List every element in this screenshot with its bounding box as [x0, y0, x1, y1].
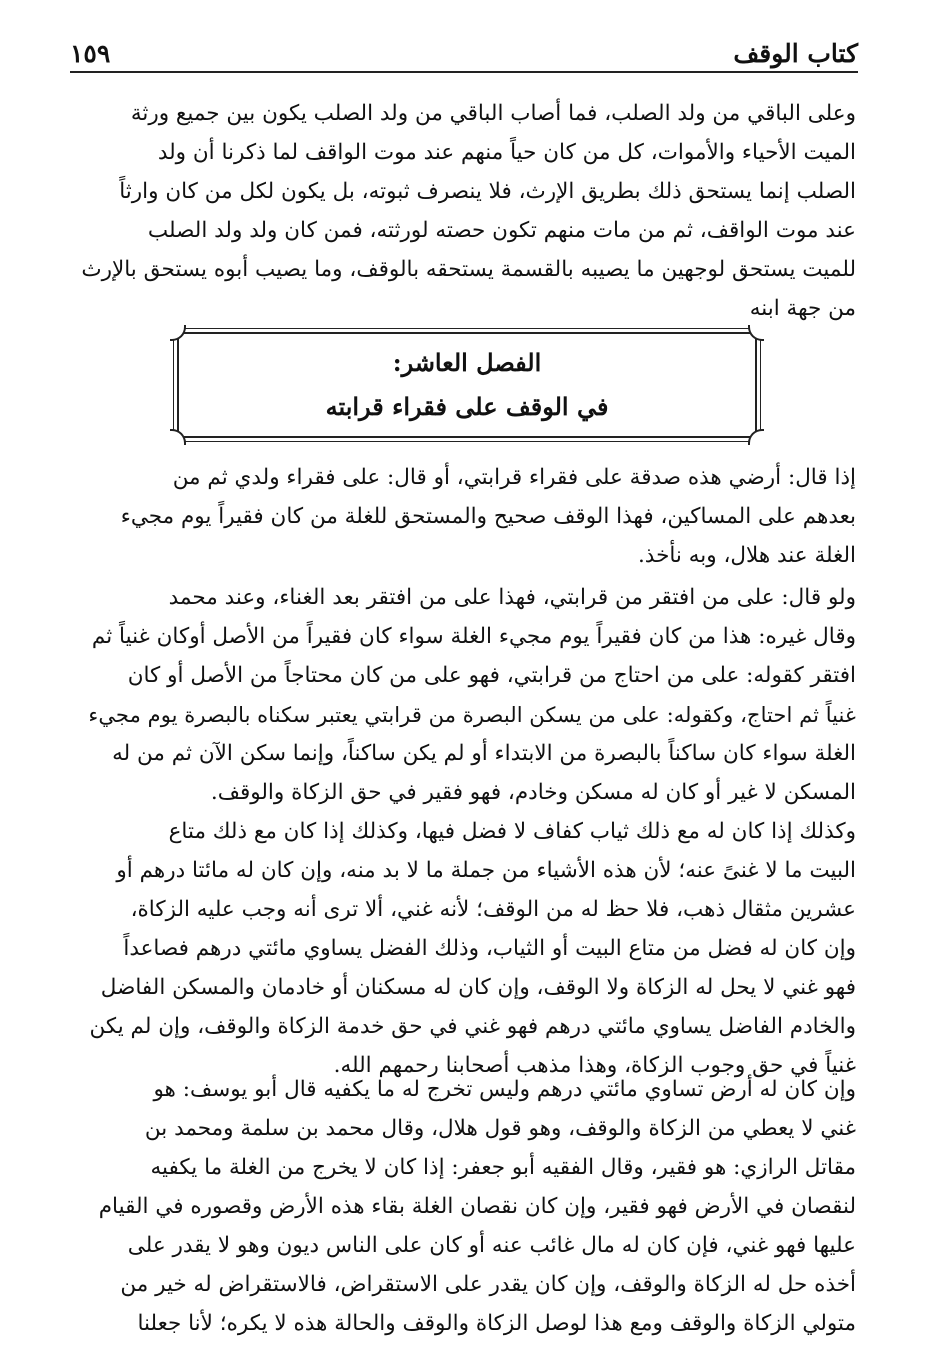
text-line: الغلة عند هلال، وبه نأخذ. — [637, 543, 856, 568]
text-line: الميت الأحياء والأموات، كل من كان حياً منهم عند موت الواقف لما ذكرنا أن ولد — [157, 140, 856, 165]
text-line: لنقصان في الأرض فهو فقير، وإن كان نقصان الغلة بقاء هذه الأرض وقصوره في القيام — [98, 1194, 856, 1219]
paragraph-1 — [80, 94, 856, 328]
text-line: وقال غيره: هذا من كان فقيراً يوم مجيء الغلة سواء كان فقيراً من الأصل أوكان غنياً ثم — [91, 624, 856, 649]
text-line: افتقر كقوله: على من احتاج من قرابتي، فهو على من كان محتاجاً من الأصل أو كان — [127, 663, 856, 688]
text-line: وإن كان له أرض تساوي مائتي درهم وليس تخرج له ما يكفيه قال أبو يوسف: هو — [153, 1077, 856, 1102]
text-line: الغلة سواء كان ساكناً بالبصرة من الابتداء أو لم يكن ساكناً، وإنما سكن الآن ثم من له — [112, 741, 856, 766]
header-rule — [70, 71, 858, 73]
text-line: عند موت الواقف، ثم من مات منهم تكون حصته لورثته، فمن كان ولد ولد الصلب — [147, 218, 856, 243]
ornament-corner — [748, 429, 764, 445]
book-title: كتاب الوقف — [733, 39, 858, 68]
text-line: عشرين مثقال ذهب، فلا حظ له من الوقف؛ لأنه غني، ألا ترى أنه وجب عليه الزكاة، — [130, 897, 856, 922]
text-line: مقاتل الرازي: هو فقير، وقال الفقيه أبو جعفر: إذا كان لا يخرج من الغلة ما يكفيه — [150, 1155, 856, 1180]
text-line: غنياً ثم احتاج، وكقوله: على من يسكن البصرة من قرابتي يعتبر سكناه بالبصرة يوم مجيء — [88, 702, 856, 727]
page-number: ١٥٩ — [70, 39, 111, 68]
text-line: للميت يستحق لوجهين ما يصيبه بالقسمة يستحقه بالوقف، وما يصيب أبوه يستحق بالإرث — [81, 257, 856, 282]
chapter-title: الفصل العاشر: — [392, 348, 542, 377]
text-line: المسكن لا غير أو كان له مسكن وخادم، فهو فقير في حق الزكاة والوقف. — [210, 780, 856, 805]
text-line: وعلى الباقي من ولد الصلب، فما أصاب الباقي من ولد الصلب يكون بين جميع ورثة — [130, 101, 856, 126]
text-line: من جهة ابنه — [749, 296, 856, 321]
text-line: الصلب إنما يستحق ذلك بطريق الإرث، فلا ينصرف ثبوته، بل يكون لكل من كان وارثاً — [119, 179, 856, 204]
text-line: وكذلك إذا كان له مع ذلك ثياب كفاف لا فضل فيها، وكذلك إذا كان مع ذلك متاع — [168, 819, 856, 844]
text-line: عليها فهو غني، فإن كان له مال غائب عنه أو كان على الناس ديون وهو لا يقدر على — [127, 1233, 856, 1258]
paragraph-3 — [80, 578, 856, 812]
ornament-corner — [170, 325, 186, 341]
text-line: غنياً في حق وجوب الزكاة، وهذا مذهب أصحابنا رحمهم الله. — [333, 1053, 856, 1078]
text-line: البيت ما لا غنىً عنه؛ لأن هذه الأشياء من جملة ما لا بد منه، وإن كان له مائتا درهم أو — [116, 858, 856, 883]
text-line: والخادم الفاضل يساوي مائتي درهم فهو غني في حق خدمة الزكاة والوقف، وإن لم يكن — [89, 1014, 856, 1039]
paragraph-5 — [80, 1070, 856, 1343]
chapter-subtitle: في الوقف على فقراء قرابته — [325, 392, 609, 421]
chapter-heading-box — [177, 332, 757, 438]
paragraph-4 — [80, 812, 856, 1085]
text-line: أخذه حل له الزكاة والوقف، وإن كان يقدر على الاستقراض، فالاستقراض له خير من — [120, 1272, 856, 1297]
paragraph-2 — [80, 458, 856, 575]
ornament-corner — [748, 325, 764, 341]
ornament-corner — [170, 429, 186, 445]
page-header — [70, 28, 858, 68]
text-line: غني لا يعطي من الزكاة والوقف، وهو قول هلال، وقال محمد بن سلمة ومحمد بن — [144, 1116, 856, 1141]
text-line: إذا قال: أرضي هذه صدقة على فقراء قرابتي، أو قال: على فقراء ولدي ثم من — [172, 465, 856, 490]
text-line: متولي الزكاة والوقف ومع هذا لوصل الزكاة والوقف والحالة هذه لا يكره؛ لأنا جعلنا — [137, 1311, 856, 1336]
text-line: وإن كان له فضل من متاع البيت أو الثياب، وذلك الفضل يساوي مائتي درهم فصاعداً — [123, 936, 856, 961]
text-line: ولو قال: على من افتقر من قرابتي، فهذا على من افتقر بعد الغناء، وعند محمد — [168, 585, 856, 610]
text-line: بعدهم على المساكين، فهذا الوقف صحيح والمستحق للغلة من كان فقيراً يوم مجيء — [120, 504, 856, 529]
text-line: فهو غني لا يحل له الزكاة ولا الوقف، وإن كان له مسكنان أو خادمان والمسكن الفاضل — [100, 975, 856, 1000]
